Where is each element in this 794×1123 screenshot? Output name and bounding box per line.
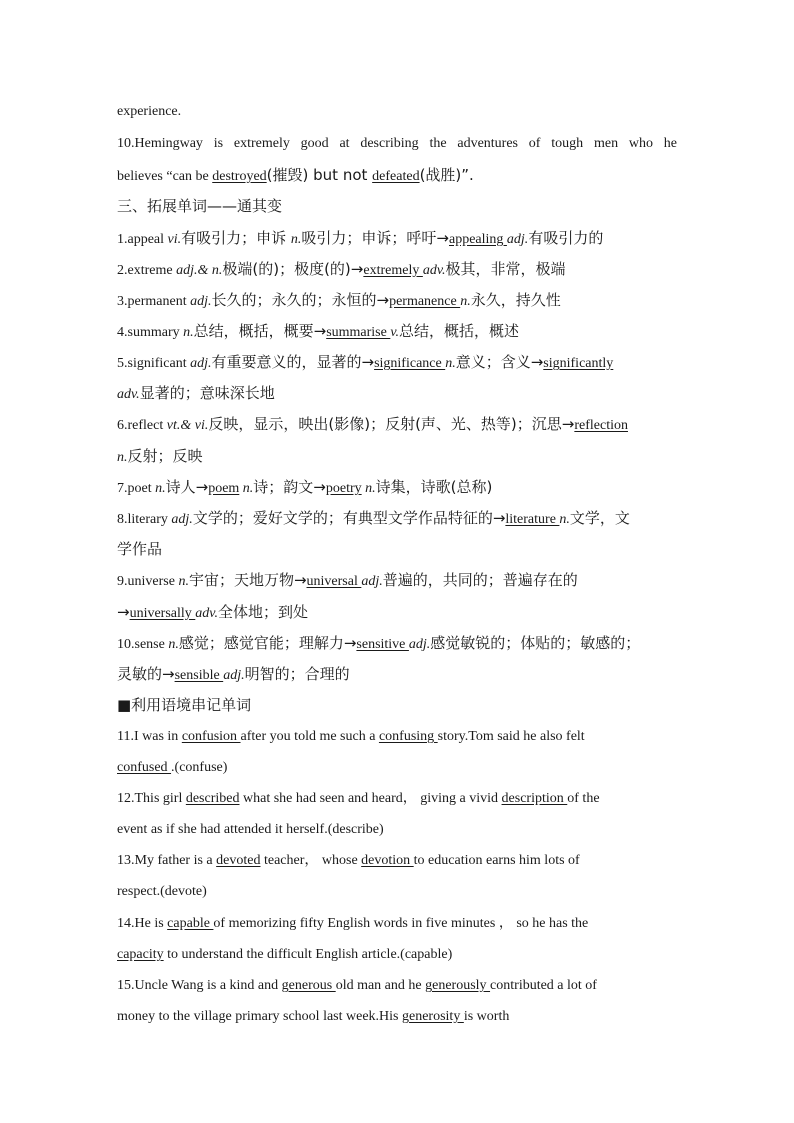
part-of-speech: n. (290, 232, 302, 247)
vocab-item-6-line-2 (117, 446, 677, 466)
definition: 全体地；到处 (217, 603, 308, 621)
item-10-line-1 (117, 134, 677, 154)
sentence-text: contributed a lot of (490, 978, 597, 993)
definition: 永久，持久性 (470, 291, 561, 309)
answer-blank: defeated (372, 169, 420, 184)
definition: 反射；反映 (127, 447, 203, 465)
part-of-speech: vt.& vi. (166, 418, 209, 433)
answer-blank: reflection (574, 418, 628, 433)
sentence-text: .(confuse) (171, 760, 228, 775)
definition: 文学的；爱好文学的；有典型文学作品特征的→ (192, 509, 506, 527)
vocab-item-7 (117, 477, 677, 497)
sentence-11-line-1 (117, 727, 677, 747)
headword: 5.significant (117, 356, 191, 371)
sentence-text: 14.He is (117, 916, 168, 931)
sentence-14-line-2 (117, 945, 677, 965)
sentence-12-line-1 (117, 789, 677, 809)
sentence-text: to understand the difficult English article.(capable) (163, 947, 453, 962)
vocab-item-3 (117, 290, 677, 310)
vocab-item-8-line-2 (117, 539, 677, 559)
sentence-text: 15.Uncle Wang is a kind and (117, 978, 282, 993)
part-of-speech: adj. (506, 232, 529, 247)
part-of-speech: n. (155, 481, 166, 496)
sentence-text: money to the village primary school last week.His (117, 1009, 402, 1024)
definition: 文学，文 (569, 509, 630, 527)
part-of-speech: adj. (190, 294, 212, 309)
definition: 总结，概括，概要→ (193, 322, 327, 340)
answer-blank: sensitive (356, 637, 409, 652)
answer-blank: devotion (361, 853, 414, 868)
definition: 普遍的，共同的；普遍存在的 (382, 571, 578, 589)
sentence-text: what she had seen and heard， giving a vivid (239, 791, 502, 806)
headword: 8.literary (117, 512, 172, 527)
answer-blank: appealing (449, 232, 507, 247)
definition: 总结，概括，概述 (399, 322, 520, 340)
item-10-text: (摧毁) but not (266, 166, 373, 184)
vocab-item-1 (117, 228, 677, 248)
definition: 有重要意义的，显著的→ (211, 353, 375, 371)
answer-blank: described (185, 791, 240, 806)
definition: 诗集，诗歌(总称) (375, 478, 493, 496)
vocab-item-9-line-2 (117, 602, 677, 622)
answer-blank: description (501, 791, 568, 806)
definition: 显著的；意味深长地 (139, 384, 275, 402)
part-of-speech: n. (183, 325, 194, 340)
part-of-speech: v. (390, 325, 400, 340)
headword: 7.poet (117, 481, 156, 496)
context-section-heading (117, 695, 677, 715)
part-of-speech: n. (178, 574, 189, 589)
vocab-item-5-line-2 (117, 383, 677, 403)
section-3-heading (117, 196, 677, 216)
definition: 反映，显示，映出(影像)；反射(声、光、热等)；沉思→ (208, 415, 575, 433)
sentence-11-line-2 (117, 758, 677, 778)
vocab-item-4 (117, 321, 677, 341)
part-of-speech: adj. (171, 512, 193, 527)
definition: 明智的；合理的 (244, 665, 350, 683)
answer-blank: universal (306, 574, 362, 589)
part-of-speech: adj. (361, 574, 383, 589)
definition: 感觉敏锐的；体贴的；敏感的； (430, 634, 641, 652)
sentence-text: to education earns him lots of (413, 853, 580, 868)
definition: 诗；韵文→ (253, 478, 326, 496)
part-of-speech: vi. (167, 232, 182, 247)
answer-blank: destroyed (212, 169, 267, 184)
definition: 学作品 (117, 540, 163, 558)
answer-blank: capable (167, 916, 214, 931)
answer-blank: literature (505, 512, 560, 527)
part-of-speech: adv. (195, 606, 218, 621)
vocab-item-8-line-1 (117, 508, 677, 528)
answer-blank: poetry (325, 481, 362, 496)
headword: 3.permanent (117, 294, 191, 309)
definition: 长久的；永久的；永恒的→ (211, 291, 390, 309)
headword: 9.universe (117, 574, 179, 589)
sentence-text: old man and he (335, 978, 426, 993)
sentence-text: of memorizing fifty English words in five minutes ， so he has the (213, 916, 589, 931)
sentence-text: event as if she had attended it herself.(describe) (117, 822, 384, 837)
definition: 有吸引力；申诉 (181, 229, 291, 247)
part-of-speech: n. (361, 481, 376, 496)
definition: 灵敏的→ (117, 665, 175, 683)
sentence-15-line-1 (117, 976, 677, 996)
sentence-13-line-2 (117, 882, 677, 902)
headword: 2.extreme (117, 263, 177, 278)
vocab-item-9-line-1 (117, 570, 677, 590)
answer-blank: permanence (389, 294, 461, 309)
answer-blank: devoted (216, 853, 261, 868)
sentence-text: after you told me such a (240, 729, 379, 744)
answer-blank: generously (425, 978, 491, 993)
vocab-item-10-line-2 (117, 664, 677, 684)
part-of-speech: adv. (117, 387, 140, 402)
part-of-speech: adj.& n. (176, 263, 223, 278)
headword: 1.appeal (117, 232, 168, 247)
part-of-speech: adj. (408, 637, 431, 652)
answer-blank: confused (117, 760, 172, 775)
answer-blank: generous (281, 978, 336, 993)
sentence-13-line-1 (117, 851, 677, 871)
part-of-speech: n. (460, 294, 471, 309)
definition: 宇宙；天地万物→ (188, 571, 307, 589)
sentence-text: 11.I was in (117, 729, 182, 744)
sentence-text: 13.My father is a (117, 853, 217, 868)
section-title: 三、拓展单词——通其变 (117, 197, 283, 215)
definition: 极端(的)；极度(的)→ (222, 260, 364, 278)
continued-text: experience. (117, 104, 182, 119)
definition: 吸引力；申诉；呼吁→ (301, 229, 449, 247)
arrow: → (117, 603, 130, 621)
sentence-text: respect.(devote) (117, 884, 207, 899)
answer-blank: capacity (117, 947, 164, 962)
answer-blank: confusion (181, 729, 241, 744)
vocab-item-2 (117, 259, 677, 279)
answer-blank: poem (208, 481, 240, 496)
answer-blank: sensible (174, 668, 224, 683)
part-of-speech: n. (559, 512, 570, 527)
sentence-text: story.Tom said he also felt (437, 729, 585, 744)
sentence-text: 12.This girl (117, 791, 186, 806)
text-line-experience (117, 102, 677, 122)
answer-blank: significance (374, 356, 446, 371)
part-of-speech: n. (117, 450, 128, 465)
definition: 诗人→ (165, 478, 209, 496)
answer-blank: confusing (378, 729, 438, 744)
part-of-speech: n. (445, 356, 456, 371)
part-of-speech: n. (239, 481, 254, 496)
vocab-item-5-line-1 (117, 352, 677, 372)
headword: 4.summary (117, 325, 184, 340)
sentence-14-line-1 (117, 914, 677, 934)
part-of-speech: adj. (190, 356, 212, 371)
answer-blank: universally (129, 606, 196, 621)
definition: 意义；含义→ (455, 353, 544, 371)
part-of-speech: n. (168, 637, 179, 652)
answer-blank: extremely (363, 263, 423, 278)
answer-blank: summarise (326, 325, 391, 340)
part-of-speech: adj. (223, 668, 245, 683)
definition: 极其，非常，极端 (445, 260, 566, 278)
part-of-speech: adv. (422, 263, 446, 278)
answer-blank: significantly (543, 356, 614, 371)
sentence-text: of the (567, 791, 600, 806)
sentence-15-line-2 (117, 1007, 677, 1027)
item-10-line-2 (117, 165, 677, 185)
section-title: ■利用语境串记单词 (117, 696, 252, 714)
headword: 10.sense (117, 637, 169, 652)
item-10-text: 10.Hemingway is extremely good at describing the adventures of tough men who he (117, 136, 677, 151)
item-10-text: believes “can be (117, 169, 213, 184)
definition: 有吸引力的 (528, 229, 604, 247)
vocab-item-10-line-1 (117, 633, 677, 653)
vocab-item-6-line-1 (117, 414, 677, 434)
answer-blank: generosity (402, 1009, 464, 1024)
item-10-text: (战胜)”. (419, 166, 474, 184)
sentence-text: is worth (463, 1009, 510, 1024)
sentence-text: teacher， whose (260, 853, 362, 868)
definition: 感觉；感觉官能；理解力→ (178, 634, 357, 652)
headword: 6.reflect (117, 418, 167, 433)
sentence-12-line-2 (117, 820, 677, 840)
